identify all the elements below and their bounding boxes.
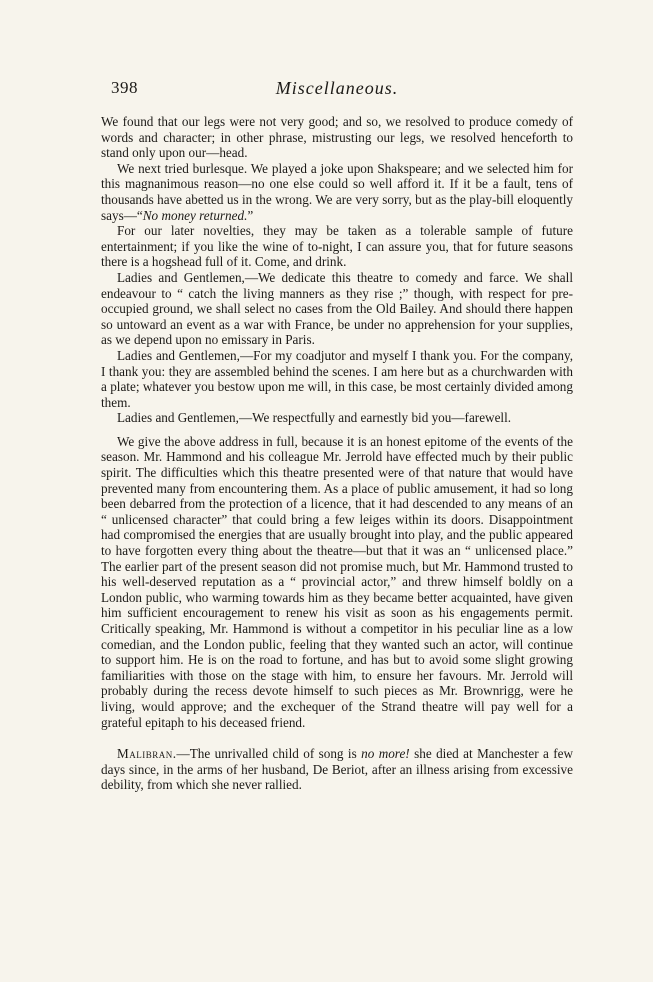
malibran-emphasis: no more!: [361, 746, 410, 762]
paragraph-dedication: Ladies and Gentlemen,—We dedicate this theatre to comedy and farce. We shall endeavour to “ catch the living manners as they rise ;” though, with respect for pre-occupied ground, we shall select no cases from the Old Bailey. And should there happen so untoward an event as a war with France, be under no apprehension for your supplies, as we depend upon no emissary in Paris.: [101, 269, 573, 348]
playbill-quote: No money returned.: [142, 207, 248, 223]
paragraph-farewell: Ladies and Gentlemen,—We respectfully and earnestly bid you—farewell.: [117, 410, 512, 426]
running-head: [101, 78, 573, 106]
paragraph-burlesque: [101, 161, 573, 223]
page-number: 398: [111, 78, 138, 97]
section-title: Miscellaneous.: [275, 78, 399, 98]
paragraph-thanks: Ladies and Gentlemen,—For my coadjutor and myself I thank you. For the company, I thank you: they are assembled behind the scenes. I am here but as a churchwarden with a plate; whatever you bestow upon me will, in this case, be most certainly divided among them.: [101, 347, 573, 410]
malibran-text-a: —The unrivalled child of song is: [176, 746, 362, 762]
paragraph-novelties: For our later novelties, they may be taken as a tolerable sample of future entertainment; if you like the wine of to-night, I can assure you, that for future seasons there is a hogshead full of it. Come, and drink.: [101, 223, 573, 270]
paragraph-legs: We found that our legs were not very good; and so, we resolved to produce comedy of words and character; in other phrase, mistrusting our legs, we resolved henceforth to stand only upon our—head.: [101, 114, 573, 161]
body-text: [101, 114, 573, 793]
paragraph-malibran: [101, 746, 573, 793]
closing-quote: ”: [247, 207, 254, 223]
paragraph-commentary: We give the above address in full, because it is an honest epitome of the events of the season. Mr. Hammond and his colleague Mr. Jerrold have effected much by their public spirit. The difficulties which this theatre presented were of that nature that would have prevented many from encountering them. As a place of public amusement, it had so long been debarred from the protection of a licence, that it had descended to any means of an “ unlicensed character” that could bring a few leiges within its doors. Disappointment had compromised the energies that are usually brought into play, and the public appeared to have forgotten every thing about the theatre—but that it was an “ unlicensed place.” The earlier part of the present season did not promise much, but Mr. Hammond trusted to his well-deserved reputation as a “ provincial actor,” and threw himself boldly on a London public, who warming towards him as they became better acquainted, have given him sufficient encouragement to renew his visit as soon as his engagements permit. Critically speaking, Mr. Hammond is without a competitor in his peculiar line as a low comedian, and the London public, feeling that they wanted such an actor, will continue to support him. He is on the road to fortune, and has but to avoid some slight growing familiarities with those on the stage with him, to ensure her favours. Mr. Jerrold will probably during the recess devote himself to such pieces as Mr. Brownrigg, were he living, would approve; and the exchequer of the Strand theatre will pay well for a grateful epitaph to his deceased friend.: [101, 433, 573, 730]
paragraph-burlesque-text: We next tried burlesque. We played a joke upon Shakspeare; and we selected him for this magnanimous reason—no one else could so well afford it. If it be a fault, tens of thousands have abetted us in the wrong. We are very sorry, but as the play-bill eloquently says—“: [101, 160, 573, 223]
malibran-text-b: she died at Manchester a few days since, in the arms of her husband, De Beriot, after an illness arising from excessive debility, from which she never rallied.: [101, 746, 573, 793]
malibran-name: Malibran.: [117, 746, 177, 762]
